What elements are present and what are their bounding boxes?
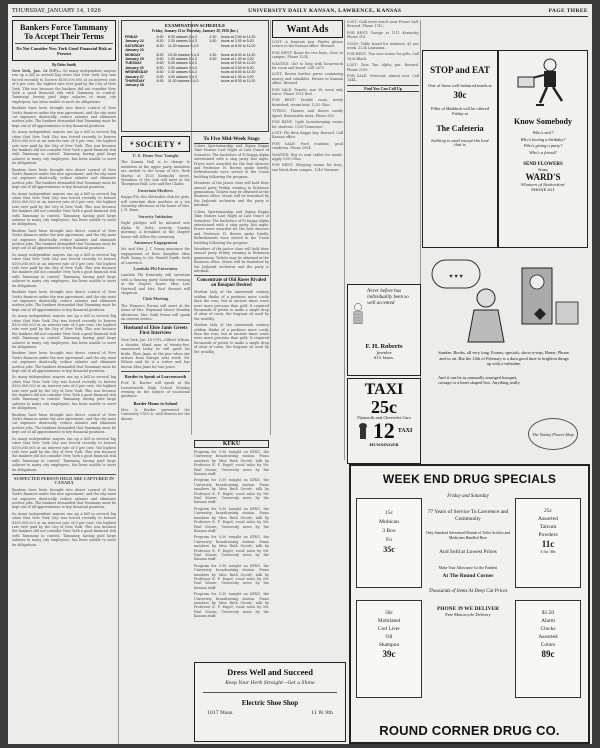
- society-item-text: The Kansas Hall is to charge to members at the upper party, members are invited to the home of Mrs. Beth Martin at 1020 Kentucky street. Members of the club will meet at the Thompson Hall, Lots and Ber Chaltz.: [121, 160, 190, 187]
- society-items: [121, 154, 190, 321]
- exam-cell: SATURDAY: [125, 43, 145, 48]
- exam-cell: 9:30 classes 5,4,3: [167, 61, 197, 66]
- wards-name: WARD'S: [525, 172, 561, 182]
- exam-cell: 10:30 classes 5,4,3: [167, 52, 199, 57]
- exam-cell: hours at 1:30 to 3:20: [220, 74, 254, 79]
- know-line: Who's a friend?: [529, 149, 557, 155]
- exam-cell: 3:30: [209, 39, 217, 44]
- drug-special-talcum: [515, 498, 581, 588]
- exam-cell: 1:30 classes 5,4,3: [167, 57, 197, 62]
- exam-cell: hours at 8:30 to 11:20: [220, 43, 256, 48]
- send-flowers: SEND FLOWERS: [523, 162, 563, 167]
- page-header: [12, 6, 588, 17]
- kfku-headline: KFKU: [194, 440, 269, 448]
- header-page-number: PAGE THREE: [548, 8, 588, 14]
- drug-cell-line: Mobilated: [377, 618, 401, 624]
- bankers-body2: Bankers have been brought into direct control of New York's finances under the new agreement, and the city must cut expenses drastically, reduce salaries and eliminate useless jobs. The bankers demanded that Tammany must be kept out of all appointments to key financial positions.: [12, 412, 116, 435]
- exam-cell: January 25: [125, 57, 144, 62]
- want-ads-list-2: [347, 20, 419, 83]
- exam-cell: 8:30: [156, 61, 164, 66]
- taxi-subtitle: TAXI: [397, 428, 413, 434]
- kfku-body: Program for 5:30 tonight on KFKU, the University broadcasting station. Piano numbers by Miss Ruth Orcutt; talk by Professor E. F. Engel; vocal solos by Mr. Paul Moore; University news by the Kansan staff.: [194, 506, 269, 533]
- mohican-lines: [357, 509, 421, 545]
- alarm-clock-price: 89c: [541, 649, 555, 659]
- column-rule: [344, 20, 345, 460]
- society-item-headline: Lambda Phi Entertains: [133, 265, 178, 271]
- stags-body: Colors Sportsmanship and Sigma Kappa Take Honors Last Night at Last Dance of Semester. The bachelors of Pi Kappa Alpha entertained with a stag party last night. Prizes were awarded for the best dancers and Professor H. Brown spoke briefly. Refreshments were served in the Union building following the program.: [194, 209, 269, 245]
- want-ad-item: LOST: Brown leather purse containing money and valuables. Return to Kansan office. Reward.: [272, 72, 343, 86]
- roses-body: Modern lady of the nineteenth century seldom thinks of a perfume more costly than the rose, but in ancient times roses were more precious than gold. It required thousands of petals to make a single drop of attar of roses, the fragrant oil used by the wealthy.: [194, 323, 269, 354]
- want-ad-item: LOST: A fountain pen. Finder please return to the Kansan office. Reward.: [272, 40, 343, 49]
- exam-cell: 3:30 classes 5,4,3: [167, 65, 197, 70]
- telephone-icon: [356, 422, 370, 440]
- column-rule: [270, 20, 271, 435]
- exam-cell: January 22: [125, 39, 144, 44]
- bankers-body2: Bankers have been brought into direct control of New York's finances under the new agreement, and the city must cut expenses drastically, reduce salaries and eliminate useless jobs. The bankers demanded that Tammany must be kept out of all appointments to key financial positions.: [12, 106, 116, 128]
- exam-cell: 11:30 classes 5,4,3: [167, 43, 199, 48]
- exam-cell: WEDNESDAY: [125, 70, 149, 75]
- exam-cell: TUESDAY: [125, 61, 142, 66]
- drug-friday: Friday and Saturday: [447, 494, 489, 499]
- drug-cell-line: 50c: [385, 610, 393, 616]
- want-ad-item: WANTED: Boy to wait tables for meals. Apply 1200 Ohio.: [272, 152, 343, 161]
- drug-cell-line: Assorted: [538, 516, 558, 522]
- kfku-section: [194, 440, 269, 658]
- exam-cell: 8:30: [156, 65, 164, 70]
- shop-addresses: [195, 707, 345, 716]
- society-ornament-icon: ❦: [177, 141, 182, 147]
- know-line: Who's sick?: [532, 130, 554, 135]
- husband-article: New York, Jan. 14 (UP)—Gilbert Wilson, a slender, blond man of twenty-five, announced today he will greet his bride, Elsie Janis, at the pier when she arrives from Europe next week. Mr. Wilson said he is a writer and has known Miss Janis for two years.: [121, 338, 190, 369]
- society-item-headline: Entertain Mothers: [138, 187, 173, 193]
- exam-cell: 1:30: [209, 52, 217, 57]
- border2-headline: Border Home to School: [133, 400, 178, 406]
- exam-cell: 8:30: [156, 39, 164, 44]
- want-ad-item: LOST: Gold wrist watch near Fraser hall. Reward. Phone 1742.: [347, 20, 419, 29]
- stop-eat-price: 30c: [453, 90, 467, 100]
- kfku-body: Program for 5:30 tonight on KFKU, the University broadcasting station. Piano numbers by Miss Ruth Orcutt; talk by Professor E. F. Engel; vocal solos by Mr. Paul Moore; University news by the Kansan staff.: [194, 535, 269, 562]
- bankers-headline-box: [12, 20, 116, 61]
- bankers-body2: Bankers have been brought into direct control of New York's finances under the new agreement, and the city must cut expenses drastically, reduce salaries and eliminate useless jobs. The bankers demanded that Tammany must be kept out of all appointments to key financial positions.: [12, 167, 116, 190]
- society-item-headline: Announce Engagement: [133, 239, 178, 245]
- stags-article: [194, 144, 269, 273]
- call-up-headline: Find You Can Call Up: [347, 85, 419, 92]
- know-lines: [499, 130, 587, 156]
- stop-eat-title: STOP and EAT: [430, 65, 490, 75]
- society-ornament-icon: ❦: [129, 141, 134, 147]
- want-ads-list: [272, 40, 343, 172]
- border-headline: Border to Speak at Leavenworth: [124, 374, 187, 380]
- stop-eat-footer: Nothing is used except the best that is: [431, 139, 489, 147]
- drug-cell-line: $1.50: [541, 610, 555, 616]
- exam-cell: hours at 2:30 to 11:20: [220, 35, 256, 39]
- stags-headline: To Five Mid-Week Stags: [194, 136, 269, 144]
- exam-subtitle: Friday, January 22 to Thursday, January 28, 1926 (Inc.): [152, 29, 238, 33]
- drug-thousands: Thousands of Items At Deep Cut Prices: [428, 589, 508, 594]
- exam-cell: [208, 83, 219, 87]
- drug-cell-line: Alarm: [541, 618, 555, 624]
- exam-cell: January 26: [125, 65, 144, 70]
- roberts-jeweler-ad: [347, 284, 421, 376]
- know-line: Who's having a birthday?: [520, 136, 566, 142]
- exam-cell: 8:30: [156, 35, 164, 39]
- header-date: THURSDAY, JANUARY 14, 1926: [12, 8, 101, 14]
- taxi-ad: [347, 378, 421, 464]
- drug-special-alarm-clocks: [515, 600, 581, 698]
- column-center: [194, 136, 269, 436]
- drug-cell-line: Powders: [538, 532, 558, 538]
- border2-article: Mrs. A. Border presented the University Y.W.C.A. with flowers for the dinner.: [121, 407, 190, 421]
- exam-cell: 8:30 classes 5,4,3: [167, 35, 197, 39]
- drug-cell-line: Shampoo: [378, 642, 400, 648]
- drug-cell-line: Cod Liver: [377, 626, 400, 632]
- want-ad-item: LOST: Zeta Tau Alpha pin. Reward. Phone 2109.: [347, 63, 419, 72]
- society-item-text: Eight pledges will be initiated into Alpha Xi Delta sorority Sunday morning. A breakfast at the chapter house will follow the ceremony.: [121, 221, 190, 239]
- know-line: Who's giving a party?: [523, 143, 563, 148]
- drug-special-cod-liver-oil: [356, 600, 422, 698]
- exam-cell: January 28: [125, 83, 144, 88]
- shop-address-left: 1017 Mass.: [207, 711, 234, 716]
- drug-cell-line: Colors: [540, 642, 556, 648]
- drug-store-name: ROUND CORNER DRUG CO.: [379, 723, 560, 738]
- roses-article: [194, 290, 269, 354]
- valentine-illustration-icon: [422, 254, 586, 346]
- exam-cell: 4:30 classes 5,4,3: [167, 74, 197, 79]
- exam-cell: hours at 8:30 to 11:20: [220, 52, 256, 57]
- stop-eat-text: One of those well balanced meals at: [428, 83, 492, 88]
- exam-cell: MONDAY: [125, 52, 141, 57]
- exam-cell: 1:30 classes 5,4,3: [167, 70, 197, 75]
- exam-cell: 8:30: [156, 52, 164, 57]
- talcum-sub: 3 for 30c: [540, 549, 556, 554]
- valentine-ad: [422, 254, 586, 460]
- want-ad-item: FOR RENT: Two nice rooms for girls. Call 1836 Black.: [347, 52, 419, 61]
- society-item-headline: Sorority Initiation: [138, 213, 173, 219]
- drug-cell-line: Clocks: [540, 626, 556, 632]
- header-masthead: UNIVERSITY DAILY KANSAN, LAWRENCE, KANSAS: [248, 8, 402, 14]
- drug-cell-line: Fo: [386, 537, 392, 543]
- kfku-article: [194, 450, 269, 619]
- society-item-text: Mr. and Mrs. J. T. Young announce the engagement of their daughter Miss Ruth Young to Mr. Harold Smith, both of Lawrence.: [121, 247, 190, 265]
- drug-middle-copy: [425, 494, 511, 617]
- want-ad-item: LOST: Phi Beta Kappa key. Reward. Call Kansan office.: [272, 130, 343, 140]
- column-rule: [118, 20, 119, 744]
- drug-round-corner: At The Round Corner: [442, 573, 494, 579]
- want-ad-item: GOOD: Table board for students, $5 per week. 1234 Louisiana.: [347, 41, 419, 51]
- exam-cell: hours at 1:30 to 3:20: [220, 57, 254, 62]
- drug-cell-line: 25c: [543, 508, 553, 514]
- bankers-body: So many independent mayors ran up a bill in several big cities that New York City was forced recently to borrow $100,000,000 at an interest rate of 6 per cent, the highest rate ever paid by the City of New York. This was because the bankers did not consider New York a good financial risk with Tammany in control. Tammany, having paid large salaries to many city employees, has been unable to meet its obligations.: [12, 130, 116, 166]
- roberts-tagline: Never before has individuality been so well accented: [367, 289, 409, 306]
- exam-cell: hours at 8:30 to 11:20: [220, 70, 256, 75]
- drug-cell-line: Mohican: [379, 519, 399, 525]
- stop-eat-place: The Cafeteria: [436, 124, 484, 133]
- exam-title: EXAMINATION SCHEDULE: [164, 23, 226, 28]
- taxi-price: 25c: [371, 397, 397, 417]
- bankers-body: So many independent mayors ran up a bill in several big cities that New York City was forced recently to borrow $100,000,000 at an interest rate of 6 per cent, the highest rate ever paid by the City of New York. This was because the bankers did not consider New York a good financial risk with Tammany in control. Tammany, having paid large salaries to many city employees, has been unable to meet its obligations.: [12, 511, 116, 547]
- cafeteria-ad: [422, 50, 498, 248]
- bankers-body2: Bankers have been brought into direct control of New York's finances under the new agreement, and the city must cut expenses drastically, reduce salaries and eliminate useless jobs. The bankers demanded that Tammany must be kept out of all appointments to key financial positions.: [12, 228, 116, 251]
- want-ad-item: FOR SALE: Tuxedo, size 38, worn only twice. Phone 1921 Red.: [272, 87, 343, 97]
- newspaper-page: [8, 4, 592, 744]
- want-ad-item: FOR RENT: Sleeping rooms for boys, one block from campus. 1340 Vermont.: [272, 163, 343, 172]
- kfku-body: Program for 5:30 tonight on KFKU, the University broadcasting station. Piano numbers by Miss Ruth Orcutt; talk by Professor E. F. Engel; vocal solos by Mr. Paul Moore; University news by the Kansan staff.: [194, 592, 269, 619]
- society-item-text: The Women's Forum will meet at the home of Mrs. Raymond Moore Monday afternoon. Mrs. Ruth Evans will speak on current events.: [121, 303, 190, 321]
- valentine-text2: And it can be as unusually arranged bouquet, corsage or a heart shaped box. Anything really.: [438, 374, 521, 386]
- society-item-text: Lambda Phi fraternity will entertain with a dancing party Saturday evening at the chapter house. Miss Lois Hartwell and Mrs. Earl Stewart will chaperon.: [121, 273, 190, 295]
- want-ad-item: FOR RENT: Room for two boys, close to campus. Phone 1234.: [272, 50, 343, 60]
- roses-body: Modern lady of the nineteenth century seldom thinks of a perfume more costly than the rose, but in ancient times roses were more precious than gold. It required thousands of petals to make a single drop of attar of roses, the fragrant oil used by the wealthy.: [194, 290, 269, 321]
- drug-cell-line: 3 Box: [382, 528, 396, 534]
- drug-specials-ad: [349, 464, 590, 744]
- talcum-lines: [516, 507, 580, 539]
- drug-brands: Only Standard Advertised Brands of Toilet Articles and Medicines Handled Here: [425, 531, 511, 540]
- taxi-cars: Plymouth and Chevrolet Cars: [357, 416, 411, 420]
- exam-table: [124, 35, 266, 88]
- shop-name: Electric Shoe Shop: [241, 699, 299, 707]
- column-society: [121, 136, 190, 742]
- exam-row: [124, 70, 266, 74]
- taxi-number: 12: [372, 418, 395, 443]
- exam-cell: [156, 83, 167, 87]
- bankers-headline: Bankers Force Tammany To Accept Their Terms: [19, 23, 109, 41]
- drug-cell-line: Assorted: [538, 634, 558, 640]
- alarm-clock-lines: [516, 609, 580, 649]
- exam-cell: January 27: [125, 74, 144, 79]
- wards-subtitle: "Flowers of Distinction": [520, 182, 566, 187]
- want-ad-item: TYPING: Themes and theses neatly typed. Reasonable rates. Phone 850.: [272, 109, 343, 118]
- bankers-body2: Bankers have been brought into direct control of New York's finances under the new agreement, and the city must cut expenses drastically, reduce salaries and eliminate useless jobs. The bankers demanded that Tammany must be kept out of all appointments to key financial positions.: [12, 351, 116, 373]
- exam-cell: 8:30: [156, 74, 164, 79]
- stags-body: Colors Sportsmanship and Sigma Kappa Take Honors Last Night at Last Dance of Semester. The bachelors of Pi Kappa Alpha entertained with a stag party last night. Prizes were awarded for the best dancers and Professor H. Brown spoke briefly. Refreshments were served in the Union building following the program.: [194, 144, 269, 179]
- husband-headline: Husband of Elsie Janis Greets First Interview: [123, 326, 188, 337]
- bankers-body: So many independent mayors ran up a bill in several big cities that New York City was forced recently to borrow $100,000,000 at an interest rate of 6 per cent, the highest rate ever paid by the City of New York. This was because the bankers did not consider New York a good financial risk with Tammany in control. Tammany, having paid large salaries to many city employees, has been unable to meet its obligations.: [12, 69, 116, 104]
- cod-liver-price: 39c: [382, 649, 396, 659]
- society-item-headline: U. S. Demo Now Tonight: [132, 153, 179, 158]
- drug-cell-line: 15c: [384, 510, 394, 516]
- drug-phone-sub: Free Motorcycle Delivery: [445, 611, 491, 617]
- border-article: Prof. R. Border will speak at the Leavenworth High School Monday evening on the subject of vocational guidance.: [121, 381, 190, 399]
- drug-special-mohican: [356, 498, 422, 588]
- bankers-body: So many independent mayors ran up a bill in several big cities that New York City was forced recently to borrow $100,000,000 at an interest rate of 6 per cent, the highest rate ever paid by the City of New York. This was because the bankers did not consider New York a good financial risk with Tammany in control. Tammany, having paid large salaries to many city employees, has been unable to meet its obligations.: [12, 252, 116, 288]
- svg-text:♥ ♥ ♥: ♥ ♥ ♥: [449, 274, 463, 280]
- column-want-ads-2: [347, 20, 419, 282]
- dress-title: Dress Well and Succeed: [227, 667, 313, 677]
- exam-cell: [220, 83, 266, 87]
- bankers-body2: Bankers have been brought into direct control of New York's finances under the new agreement, and the city must cut expenses drastically, reduce salaries and eliminate useless jobs. The bankers demanded that Tammany must be kept out of all appointments to key financial positions.: [12, 290, 116, 312]
- varsity-shop-name: The Varsity Flower Shop: [532, 431, 574, 437]
- wards-flowers-ad: [498, 50, 588, 248]
- society-item-headline: Club Meeting: [142, 296, 169, 302]
- cod-liver-lines: [357, 609, 421, 649]
- wards-from: from: [538, 167, 548, 172]
- bankers-body2: Bankers have been brought into direct control of New York's finances under the new agreement, and the city must cut expenses drastically, reduce salaries and eliminate useless jobs. The bankers demanded that Tammany must be kept out of all appointments to key financial positions.: [12, 487, 116, 510]
- society-label: SOCIETY: [135, 139, 176, 149]
- exam-cell: [167, 83, 209, 87]
- exam-cell: 11:30 classes 5,4,3: [167, 79, 199, 84]
- drug-lowest-prices: And Sold at Lowest Prices: [439, 549, 497, 555]
- exam-cell: hours at 8:30 to 11:20: [220, 79, 256, 84]
- kfku-body: Program for 5:30 tonight on KFKU, the University broadcasting station. Piano numbers by Miss Ruth Orcutt; talk by Professor E. F. Engel; vocal solos by Mr. Paul Moore; University news by the Kansan staff.: [194, 563, 269, 590]
- want-ad-item: FOR RENT: Double room, newly furnished, steam heat, 1235 Ohio.: [272, 98, 343, 107]
- mohican-price: 35c: [383, 545, 395, 554]
- stop-eat-text2: Fillet of Haddock will be offered Friday at: [431, 106, 489, 116]
- electric-shoe-shop-ad: [194, 662, 346, 742]
- exam-cell: 8:30: [156, 43, 164, 48]
- shop-address-right: 11 W. 9th: [311, 711, 333, 716]
- drug-service: 77 Years of Service To Lawrence and Community: [427, 509, 509, 522]
- drug-cell-line: Talcum: [539, 524, 557, 530]
- suspect-headline: SUSPECTED PERSON HELD ARE CAPTURED IN CANADA: [14, 475, 114, 486]
- drug-cell-line: Oil: [385, 634, 393, 640]
- varsity-flower-shop-logo: [528, 418, 578, 450]
- roberts-name: F. H. Roberts: [365, 343, 403, 350]
- column-want-ads: [272, 20, 343, 660]
- exam-cell: THURSDAY: [125, 79, 145, 84]
- bankers-article: [12, 69, 116, 547]
- roses-headline: Concentrate of Old Roses Rivaled on Bouquet Desired: [196, 278, 267, 289]
- bankers-body: So many independent mayors ran up a bill in several big cities that New York City was forced recently to borrow $100,000,000 at an interest rate of 6 per cent, the highest rate ever paid by the City of New York. This was because the bankers did not consider New York a good financial risk with Tammany in control. Tammany, having paid large salaries to many city employees, has been unable to meet its obligations.: [12, 191, 116, 227]
- taxi-company: HUNSINGER: [369, 442, 399, 447]
- want-ad-item: WANTED: Girl to help with housework for room and board. Call 2671.: [272, 61, 343, 71]
- want-ad-item: FOR SALE: Ford roadster, good condition. Phone 2904.: [272, 141, 343, 151]
- exam-cell: 8:30: [156, 79, 164, 84]
- talcum-price: 11c: [541, 539, 555, 549]
- exam-schedule: [121, 20, 269, 132]
- society-item-text: Kappa Phi, the Methodist club for girls, will entertain their mothers at a tea Saturday afternoon at the home of Mrs. J. H. Bunn.: [121, 195, 190, 213]
- jewelry-illustration-icon: [352, 289, 364, 339]
- drug-title: WEEK END DRUG SPECIALS: [382, 472, 557, 486]
- exam-cell: hours at 3:30 to 5:20: [220, 39, 254, 44]
- society-banner: [121, 136, 190, 152]
- column-bankers: [12, 20, 116, 740]
- exam-cell: hours at 9:30 to 11:20: [220, 61, 256, 66]
- exam-cell: January 23: [125, 48, 144, 53]
- want-ads-title: Want Ads: [286, 23, 329, 35]
- exam-cell: FRIDAY: [125, 35, 139, 39]
- bankers-body: So many independent mayors ran up a bill in several big cities that New York City was forced recently to borrow $100,000,000 at an interest rate of 6 per cent, the highest rate ever paid by the City of New York. This was because the bankers did not consider New York a good financial risk with Tammany in control. Tammany, having paid large salaries to many city employees, has been unable to meet its obligations.: [12, 314, 116, 349]
- exam-cell: hours at 3:30 to 5:20: [220, 65, 254, 70]
- bankers-byline: By Delos Smith: [52, 63, 76, 67]
- want-ad-item: FOR RENT: Garage at 1111 Kentucky. Phone 310.: [347, 30, 419, 40]
- delivery-boy-illustration-icon: [514, 55, 572, 111]
- bankers-dateline: New York, Jan. 14 (UP)—: [12, 69, 62, 73]
- taxi-title: TAXI: [364, 381, 404, 398]
- exam-cell: 2:30 classes 5,4,3: [167, 39, 197, 44]
- want-ad-item: FOR RENT: Light housekeeping rooms for students. 1108 Tennessee.: [272, 120, 343, 129]
- kfku-body: Program for 5:30 tonight on KFKU, the University broadcasting station. Piano numbers by Miss Ruth Orcutt; talk by Professor E. F. Engel; vocal solos by Mr. Paul Moore; University news by the Kansan staff.: [194, 478, 269, 505]
- want-ad-item: FOR SALE: Overcoat, almost new. Call 1444.: [347, 74, 419, 83]
- want-ads-banner: [272, 20, 343, 38]
- stags-body2: Members of the junior class will hold their annual party Friday evening in Robinson gymnasium. Tickets may be obtained at the business office. Music will be furnished by the Jayhawk orchestra and the party is informal.: [194, 246, 269, 273]
- bankers-body: So many independent mayors ran up a bill in several big cities that New York City was forced recently to borrow $100,000,000 at an interest rate of 6 per cent, the highest rate ever paid by the City of New York. This was because the bankers did not consider New York a good financial risk with Tammany in control. Tammany, having paid large salaries to many city employees, has been unable to meet its obligations.: [12, 375, 116, 411]
- exam-row: [124, 83, 266, 87]
- know-title: Know Somebody: [513, 117, 572, 126]
- exam-cell: 2:30: [209, 35, 217, 39]
- dress-subtitle: Keep Your Herb Straight—Get a Shine: [225, 681, 315, 686]
- kfku-body: Program for 5:30 tonight on KFKU, the University broadcasting station. Piano numbers by Miss Ruth Orcutt; talk by Professor E. F. Engel; vocal solos by Mr. Paul Moore; University news by the Kansan staff.: [194, 450, 269, 477]
- exam-cell: 8:30: [156, 57, 164, 62]
- bankers-body: So many independent mayors ran up a bill in several big cities that New York City was forced recently to borrow $100,000,000 at an interest rate of 6 per cent, the highest rate ever paid by the City of New York. This was because the bankers did not consider New York a good financial risk with Tammany in control. Tammany, having paid large salaries to many city employees, has been unable to meet its obligations.: [12, 436, 116, 472]
- stags-body2: Members of the junior class will hold their annual party Friday evening in Robinson gymnasium. Tickets may be obtained at the business office. Music will be furnished by the Jayhawk orchestra and the party is informal.: [194, 181, 269, 208]
- exam-cell: 3:30: [209, 57, 217, 62]
- roberts-subtitle: Jeweler: [376, 350, 392, 355]
- bankers-subhead: Do Not Consider New York Good Financial Risk at Present: [16, 46, 112, 56]
- drug-allowance: Make Your Allowance Go the Farthest: [438, 566, 498, 570]
- wards-phone: PHONE 621: [531, 187, 555, 192]
- roberts-address: 815 Mass.: [373, 355, 395, 360]
- valentine-text: Sundae, Books, all very long. Exams, specials, show-a-step, Home, Phone, and so on. But the 14th of February is a darn good time to brighten things up with a valentine.: [438, 350, 570, 367]
- exam-cell: 8:30: [156, 70, 164, 75]
- drug-phone: PHONE 39 WE DELIVER: [436, 605, 500, 612]
